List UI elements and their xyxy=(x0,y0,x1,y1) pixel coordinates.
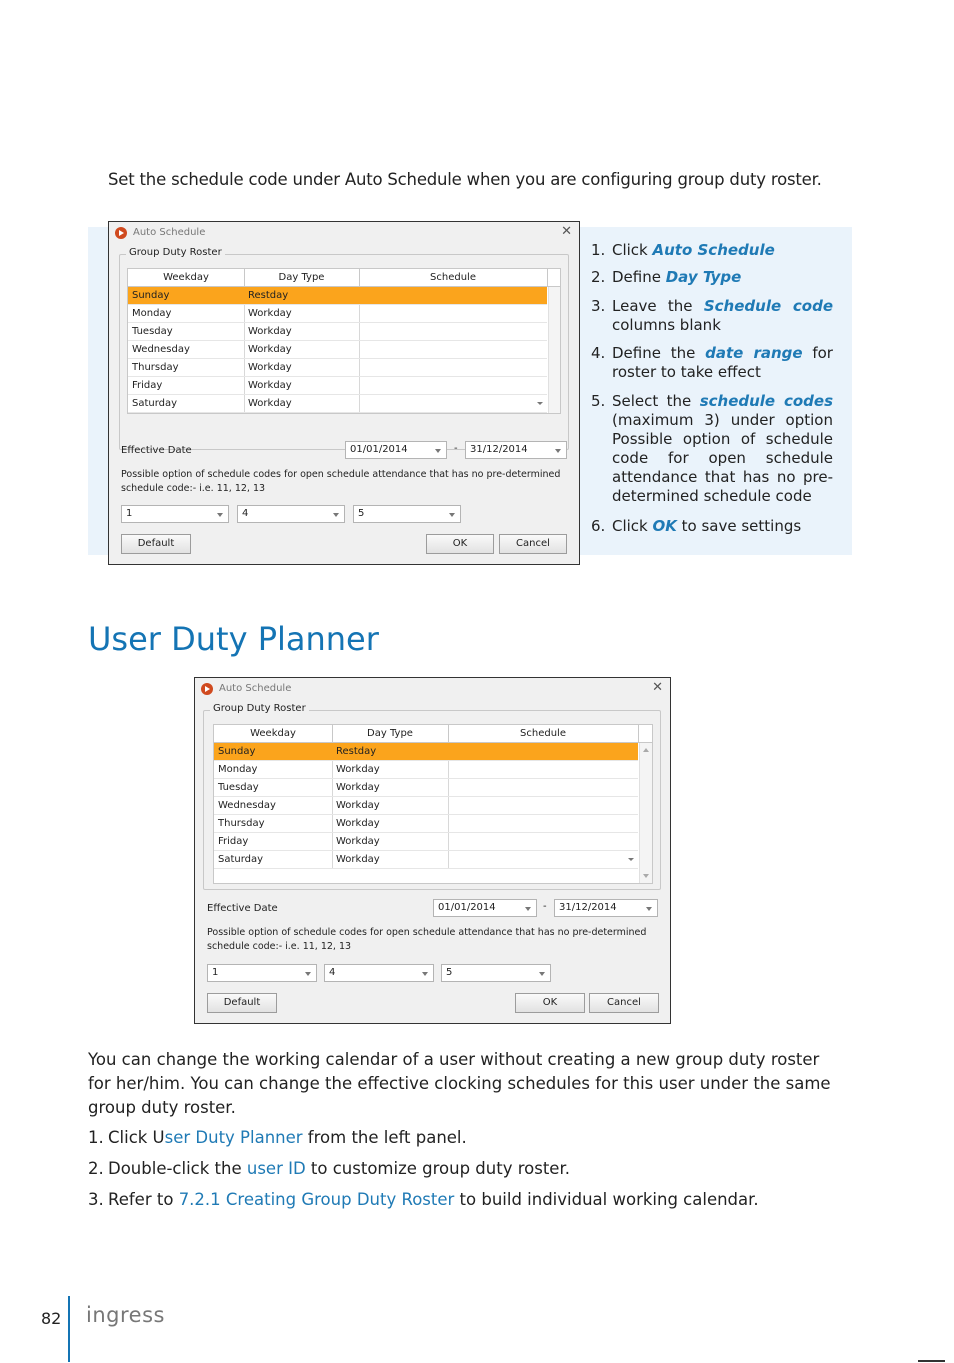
table-row[interactable] xyxy=(128,323,547,341)
day-type-cell: Workday xyxy=(248,344,292,355)
code-value: 5 xyxy=(446,967,453,978)
weekday-cell: Saturday xyxy=(218,854,264,865)
step-text: Leave the xyxy=(612,297,704,315)
date-separator: - xyxy=(543,901,547,912)
ok-button[interactable]: OK xyxy=(515,993,585,1013)
day-type-cell: Workday xyxy=(336,782,380,793)
list-number: 1. xyxy=(88,1128,104,1147)
step-emphasis: Day Type xyxy=(665,268,742,286)
scroll-up-icon[interactable] xyxy=(643,748,649,752)
app-icon xyxy=(201,683,213,695)
default-button[interactable]: Default xyxy=(121,534,191,554)
list-text: Refer to xyxy=(108,1190,179,1209)
col-weekday[interactable]: Weekday xyxy=(163,272,209,283)
close-icon[interactable]: ✕ xyxy=(561,224,572,239)
chevron-down-icon xyxy=(333,513,339,517)
weekday-cell: Sunday xyxy=(218,746,256,757)
table-row[interactable] xyxy=(128,395,547,413)
schedule-code-1[interactable] xyxy=(207,964,317,982)
day-type-cell: Workday xyxy=(336,800,380,811)
roster-grid xyxy=(127,268,561,414)
body-paragraph: You can change the working calendar of a user without creating a new group duty roster for her/him. You can change the effective clocking schedules for this user under the same group duty roster. xyxy=(88,1050,831,1117)
ok-button[interactable]: OK xyxy=(426,534,494,554)
day-type-cell: Workday xyxy=(248,398,292,409)
code-value: 4 xyxy=(329,967,336,978)
step-text: Define the xyxy=(612,344,706,362)
intro-text: Set the schedule code under Auto Schedule when you are configuring group duty roster. xyxy=(108,170,822,189)
day-type-cell: Workday xyxy=(248,308,292,319)
default-button[interactable]: Default xyxy=(207,993,277,1013)
list-number: 3. xyxy=(88,1190,104,1209)
date-to-picker[interactable] xyxy=(465,441,567,459)
weekday-cell: Thursday xyxy=(132,362,179,373)
dialog-title: Auto Schedule xyxy=(219,683,292,694)
step-text: (maximum 3) under option Possible option of schedule code for open schedule attendance that has no pre-determined schedule code xyxy=(612,411,833,505)
auto-schedule-dialog xyxy=(108,221,580,565)
date-from-value: 01/01/2014 xyxy=(438,902,496,913)
date-to-picker[interactable] xyxy=(554,899,658,917)
auto-schedule-dialog-2 xyxy=(194,677,671,1024)
creating-group-duty-roster-link[interactable]: 7.2.1 Creating Group Duty Roster xyxy=(178,1190,455,1209)
chevron-down-icon[interactable] xyxy=(537,402,543,405)
day-type-cell: Workday xyxy=(248,326,292,337)
close-icon[interactable]: ✕ xyxy=(652,680,663,695)
step-number: 2. xyxy=(591,268,606,286)
chevron-down-icon xyxy=(539,972,545,976)
step-emphasis: OK xyxy=(652,517,677,535)
day-type-cell: Restday xyxy=(336,746,377,757)
col-day-type[interactable]: Day Type xyxy=(367,728,413,739)
step-text: to save settings xyxy=(676,517,802,535)
weekday-cell: Friday xyxy=(132,380,163,391)
app-icon xyxy=(115,227,127,239)
col-schedule[interactable]: Schedule xyxy=(520,728,566,739)
step-text: Define xyxy=(612,268,666,286)
schedule-code-1[interactable] xyxy=(121,505,229,523)
weekday-cell: Saturday xyxy=(132,398,178,409)
table-row[interactable] xyxy=(128,305,547,323)
step-emphasis: date range xyxy=(705,344,803,362)
ingress-logo: ingress xyxy=(86,1303,165,1327)
weekday-cell: Tuesday xyxy=(218,782,259,793)
date-from-picker[interactable] xyxy=(345,441,447,459)
chevron-down-icon xyxy=(449,513,455,517)
dialog-title: Auto Schedule xyxy=(133,227,206,238)
day-type-cell: Workday xyxy=(336,818,380,829)
dialog-title-bar xyxy=(195,678,670,700)
page-number: 82 xyxy=(41,1309,62,1328)
step-emphasis: Schedule code xyxy=(703,297,834,315)
schedule-code-2[interactable] xyxy=(324,964,434,982)
chevron-down-icon xyxy=(305,972,311,976)
table-row[interactable] xyxy=(128,377,547,395)
day-type-cell: Workday xyxy=(336,764,380,775)
table-row[interactable] xyxy=(214,797,638,815)
chevron-down-icon xyxy=(646,907,652,911)
table-row[interactable] xyxy=(128,341,547,359)
day-type-cell: Workday xyxy=(336,854,380,865)
dialog-title-bar xyxy=(109,222,579,244)
step-text: columns blank xyxy=(612,316,721,334)
day-type-cell: Restday xyxy=(248,290,289,301)
table-row[interactable] xyxy=(214,779,638,797)
scroll-down-icon[interactable] xyxy=(643,874,649,878)
grid-header xyxy=(214,725,652,743)
table-row[interactable] xyxy=(214,761,638,779)
col-day-type[interactable]: Day Type xyxy=(278,272,325,283)
grid-scrollbar[interactable] xyxy=(639,743,652,883)
weekday-cell: Tuesday xyxy=(132,326,173,337)
schedule-note-line-1: Possible option of schedule codes for open schedule attendance that has no pre-determined xyxy=(121,469,561,480)
weekday-cell: Wednesday xyxy=(218,800,276,811)
step-number: 5. xyxy=(591,392,606,410)
chevron-down-icon xyxy=(435,449,441,453)
code-value: 4 xyxy=(242,508,249,519)
effective-date-label: Effective Date xyxy=(121,445,192,456)
roster-grid xyxy=(213,724,653,884)
list-text: to build individual working calendar. xyxy=(454,1190,759,1209)
date-to-value: 31/12/2014 xyxy=(470,444,528,455)
schedule-code-3[interactable] xyxy=(441,964,551,982)
corner-rule xyxy=(918,1360,945,1362)
day-type-cell: Workday xyxy=(248,362,292,373)
grid-header xyxy=(128,269,560,287)
cancel-button[interactable]: Cancel xyxy=(589,993,659,1013)
table-row[interactable] xyxy=(214,815,638,833)
step-text: Click xyxy=(612,517,653,535)
table-row[interactable] xyxy=(214,851,638,869)
table-row[interactable] xyxy=(128,359,547,377)
section-heading: User Duty Planner xyxy=(88,620,379,658)
code-value: 1 xyxy=(126,508,133,519)
grid-scrollbar[interactable] xyxy=(548,287,560,413)
weekday-cell: Monday xyxy=(132,308,172,319)
list-text: Double-click the xyxy=(108,1159,247,1178)
date-from-picker[interactable] xyxy=(433,899,537,917)
day-type-cell: Workday xyxy=(336,836,380,847)
step-number: 4. xyxy=(591,344,606,362)
weekday-cell: Sunday xyxy=(132,290,170,301)
effective-date-label: Effective Date xyxy=(207,903,278,914)
day-type-cell: Workday xyxy=(248,380,292,391)
chevron-down-icon[interactable] xyxy=(628,858,634,861)
step-text: Select the xyxy=(612,392,700,410)
step-emphasis: schedule codes xyxy=(699,392,833,410)
group-label: Group Duty Roster xyxy=(210,703,309,714)
step-number: 3. xyxy=(591,297,606,315)
schedule-note-line-1: Possible option of schedule codes for open schedule attendance that has no pre-determined xyxy=(207,927,647,938)
weekday-cell: Monday xyxy=(218,764,258,775)
table-row[interactable] xyxy=(214,743,638,761)
weekday-cell: Thursday xyxy=(218,818,265,829)
list-text: from the left panel. xyxy=(302,1128,467,1147)
step-number: 1. xyxy=(591,241,606,259)
table-row[interactable] xyxy=(128,287,547,305)
date-to-value: 31/12/2014 xyxy=(559,902,617,913)
step-text: for roster to take effect xyxy=(612,344,833,381)
weekday-cell: Friday xyxy=(218,836,249,847)
schedule-note-line-2: schedule code:- i.e. 11, 12, 13 xyxy=(207,941,352,952)
step-emphasis: Auto Schedule xyxy=(652,241,775,259)
code-value: 1 xyxy=(212,967,219,978)
date-separator: - xyxy=(454,443,458,454)
chevron-down-icon xyxy=(525,907,531,911)
footer-divider xyxy=(68,1296,70,1362)
user-duty-planner-link[interactable]: ser Duty Planner xyxy=(164,1128,303,1147)
chevron-down-icon xyxy=(422,972,428,976)
schedule-code-2[interactable] xyxy=(237,505,345,523)
date-from-value: 01/01/2014 xyxy=(350,444,408,455)
col-schedule[interactable]: Schedule xyxy=(430,272,476,283)
weekday-cell: Wednesday xyxy=(132,344,190,355)
schedule-note-line-2: schedule code:- i.e. 11, 12, 13 xyxy=(121,483,266,494)
list-text: Click U xyxy=(108,1128,165,1147)
step-number: 6. xyxy=(591,517,606,535)
list-number: 2. xyxy=(88,1159,104,1178)
chevron-down-icon xyxy=(217,513,223,517)
schedule-code-3[interactable] xyxy=(353,505,461,523)
table-row[interactable] xyxy=(214,833,638,851)
col-weekday[interactable]: Weekday xyxy=(250,728,296,739)
cancel-button[interactable]: Cancel xyxy=(499,534,567,554)
chevron-down-icon xyxy=(555,449,561,453)
code-value: 5 xyxy=(358,508,365,519)
user-id-link[interactable]: user ID xyxy=(246,1159,306,1178)
list-text: to customize group duty roster. xyxy=(305,1159,570,1178)
group-label: Group Duty Roster xyxy=(126,247,225,258)
step-text: Click xyxy=(612,241,653,259)
